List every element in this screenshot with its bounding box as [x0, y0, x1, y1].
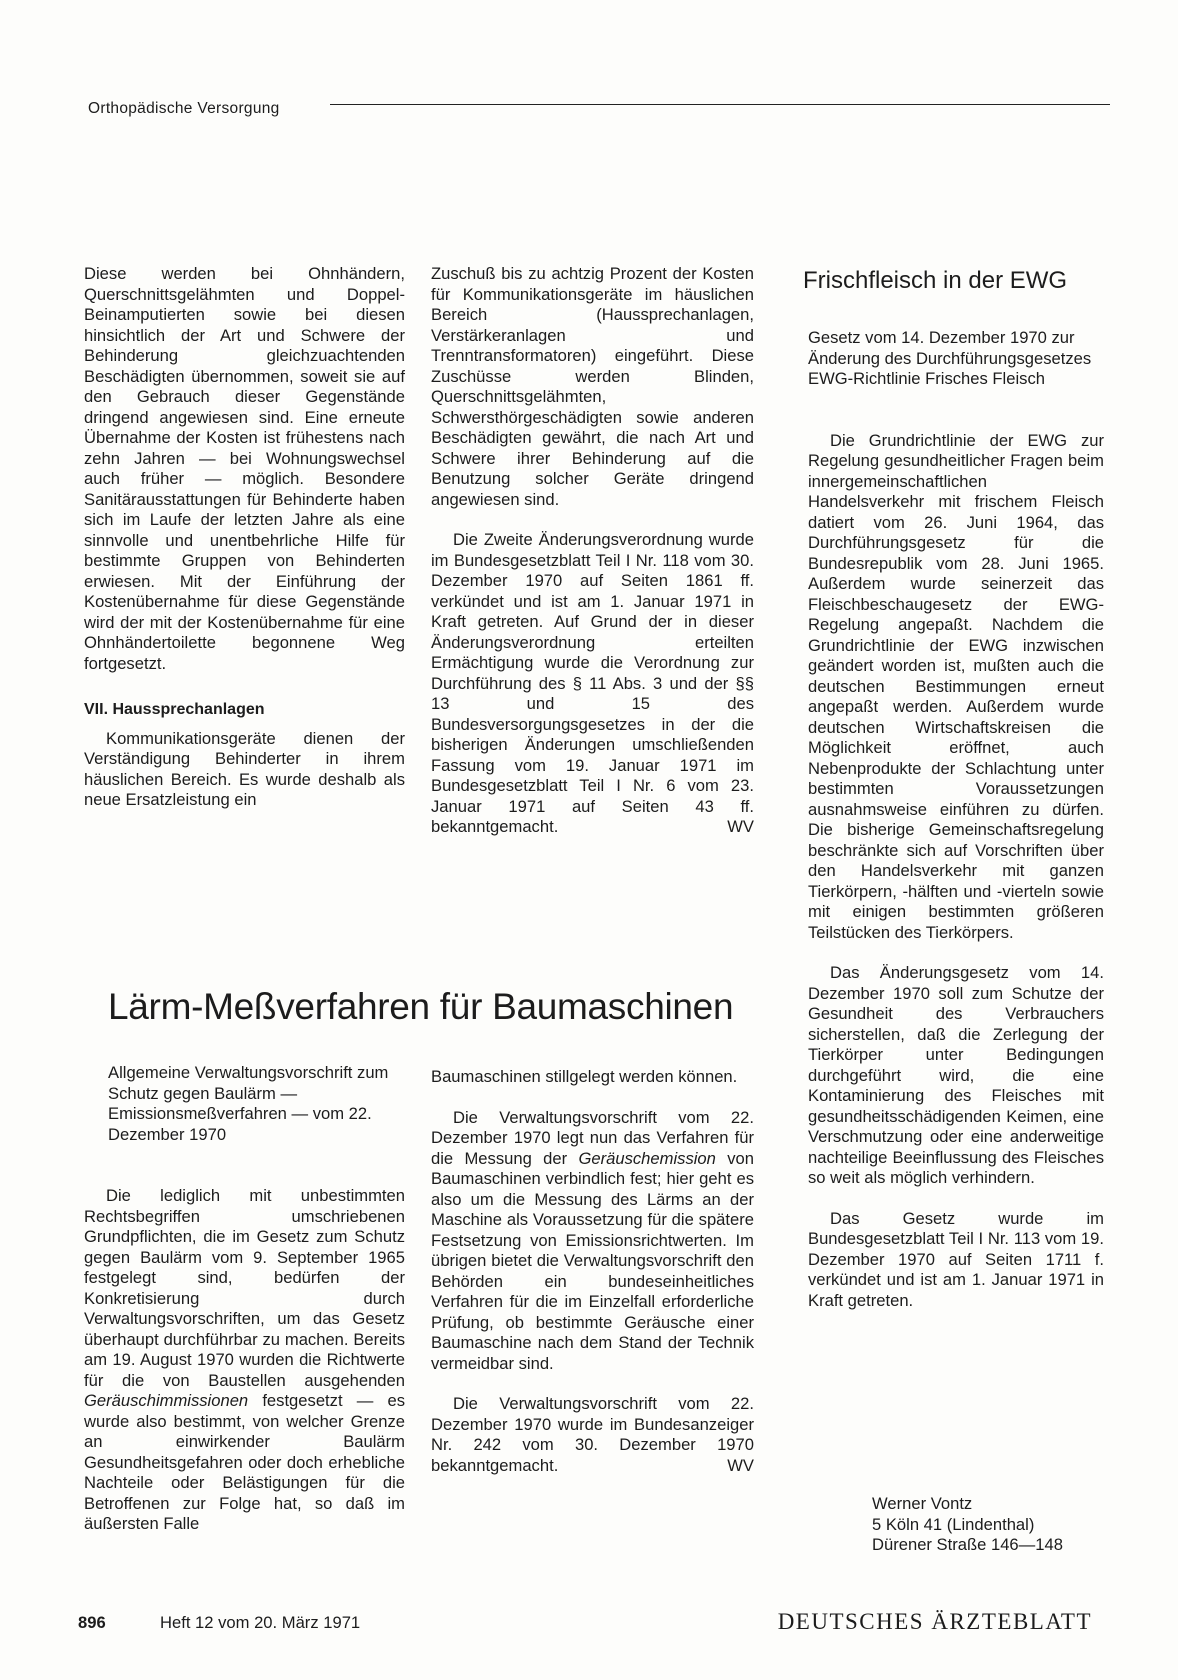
author-signature — [872, 1494, 1063, 1556]
main-article-title: Lärm-Meßverfahren für Baumaschinen — [108, 986, 734, 1027]
paragraph: Das Gesetz wurde im Bundesgesetzblatt Teil I Nr. 113 vom 19. Dezember 1970 auf Seiten 1711 f. verkündet und ist am 1. Januar 1971 in Kraft getreten. — [808, 1208, 1104, 1310]
italic-term: Geräuschimmissionen — [84, 1391, 249, 1410]
paragraph — [431, 1108, 754, 1375]
paragraph-text: Die Verwaltungsvorschrift vom 22. Dezember 1970 legt nun das Verfahren für die Messung der — [431, 1107, 754, 1168]
paragraph-text: Die Zweite Änderungsverordnung wurde im Bundesgesetzblatt Teil I Nr. 118 vom 30. Dezember 1970 auf Seiten 1861 ff. verkündet und ist am 1. Januar 1971 in Kraft getreten. Auf Grund der in dieser Änderungsverordnung erteilten Ermächtigung wurde die Verordnung zur Durchführung des § 11 Abs. 3 und der §§ 13 und 15 des Bundesversorgungsgesetzes in der die bisherigen Änderungen umschließenden Fassung vom 19. Januar 1971 im Bundesgesetzblatt Teil I Nr. 6 vom 23. Januar 1971 auf Seiten 43 ff. bekanntgemacht. — [431, 530, 754, 836]
side-article-title: Frischfleisch in der EWG — [803, 267, 1068, 294]
paragraph: Kommunikationsgeräte dienen der Verständigung Behinderter in ihrem häuslichen Bereich. Es wurde deshalb als neue Ersatzleistung ein — [84, 728, 405, 809]
paragraph: Diese werden bei Ohnhändern, Querschnittsgelähmten und Doppel-Beinamputierten sowie bei diesen hinsichtlich der Art und Schwere der Behinderung gleichzuachtenden Beschädigten übernommen, soweit sie auf den Gebrauch dieser Gegenstände dringend angewiesen sind. Eine erneute Übernahme der Kosten ist frühestens nach zehn Jahren — bei Wohnungswechsel auch früher — möglich. Besondere Sanitärausstattungen für Behinderte haben sich im Laufe der letzten Jahre als eine sinnvolle und unentbehrliche Hilfe für bestimmte Gruppen von Behinderten erwiesen. Mit der Einführung der Kostenübernahme für diese Gegenstände wird der mit der Kostenübernahme für eine Ohnhändertoilette begonnene Weg fortgesetzt. — [84, 264, 405, 673]
paragraph: Die Grundrichtlinie der EWG zur Regelung gesundheitlicher Fragen beim innergemeinschaftlichen Handelsverkehr mit frischem Fleisch datiert vom 26. Juni 1964, das Durchführungsgesetz für die Bundesrepublik vom 28. Juni 1965. Außerdem wurde seinerzeit das Fleischbeschaugesetz der EWG-Regelung angepaßt. Nachdem die Grundrichtlinie der EWG inzwischen geändert worden ist, mußten auch die deutschen Bestimmungen erneut angepaßt werden. Außerdem wurde deutschen Wirtschaftskreisen die Möglichkeit eröffnet, auch Nebenprodukte der Schlachtung unter bestimmten Voraussetzungen ausnahmsweise einführen zu dürfen. Die bisherige Gemeinschaftsregelung beschränkte sich auf Vorschriften über den Handelsverkehr mit ganzen Tierkörpern, -hälften und -vierteln sowie mit einigen bestimmten größeren Teilstücken des Tierkörpers. — [808, 430, 1104, 942]
paragraph — [431, 530, 754, 838]
column-1-top — [84, 264, 405, 811]
author-street: Dürener Straße 146—148 — [872, 1535, 1063, 1554]
paragraph — [84, 1186, 405, 1535]
paragraph: Das Änderungsgesetz vom 14. Dezember 1970 soll zum Schutze der Gesundheit des Verbrauchers sicherstellen, daß die Zerlegung der Tierkörper unter Bedingungen durchgeführt wird, die eine Kontaminierung des Fleisches mit gesundheitsschädigenden Keimen, eine Verschmutzung oder eine anderweitige nachteilige Beeinflussung des Fleisches so weit als möglich verhindern. — [808, 963, 1104, 1187]
author-initials: WV — [727, 817, 754, 836]
paragraph-text: von Baumaschinen verbindlich fest; hier geht es also um die Messung des Lärms an der Maschine als Voraussetzung für die spätere Festsetzung von Emissionsrichtwerten. Im übrigen bietet die Verwaltungsvorschrift den Behörden ein bundeseinheitliches Verfahren für die im Einzelfall erforderliche Prüfung, ob bestimmte Geräusche einer Baumaschine nach dem Stand der Technik vermeidbar sind. — [431, 1148, 754, 1373]
main-article-column-1 — [84, 1063, 405, 1535]
paragraph-text: Die Verwaltungsvorschrift vom 22. Dezember 1970 wurde im Bundesanzeiger Nr. 242 vom 30. Dezember 1970 bekanntgemacht. — [431, 1394, 754, 1475]
magazine-title: DEUTSCHES ÄRZTEBLATT — [777, 1609, 1092, 1634]
paragraph: Zuschuß bis zu achtzig Prozent der Kosten für Kommunikationsgeräte im häuslichen Bereich (Haussprechanlagen, Verstärkeranlagen und Trenntransformatoren) eingeführt. Diese Zuschüsse werden Blinden, Querschnittsgelähmten, Schwersthörgeschädigten sowie anderen Beschädigten gewährt, die nach Art und Schwere ihrer Behinderung auf die Benutzung solcher Geräte dringend angewiesen sind. — [431, 264, 754, 509]
section-header: Orthopädische Versorgung — [88, 100, 280, 117]
main-article-deck: Allgemeine Verwaltungsvorschrift zum Schutz gegen Baulärm — Emissionsmeßverfahren — vom 22. Dezember 1970 — [108, 1063, 389, 1144]
page-number: 896 — [78, 1613, 106, 1632]
paragraph: Baumaschinen stillgelegt werden können. — [431, 1067, 738, 1086]
column-3 — [808, 328, 1104, 1311]
author-name: Werner Vontz — [872, 1494, 973, 1513]
paragraph-text: festgesetzt — es wurde also bestimmt, von welcher Grenze an einwirkender Baulärm Gesundheitsgefahren oder doch erhebliche Nachteile oder Belästigungen für die Betroffenen zur Folge hat, so daß im äußersten Falle — [84, 1391, 405, 1533]
author-city: 5 Köln 41 (Lindenthal) — [872, 1514, 1035, 1534]
issue-info: Heft 12 vom 20. März 1971 — [160, 1613, 361, 1632]
side-article-deck: Gesetz vom 14. Dezember 1970 zur Änderung des Durchführungsgesetzes EWG-Richtlinie Frisches Fleisch — [808, 328, 1092, 388]
paragraph — [431, 1394, 754, 1476]
author-initials: WV — [727, 1455, 754, 1475]
header-rule — [330, 104, 1110, 105]
main-article-column-2 — [431, 1067, 754, 1476]
italic-term: Geräuschemission — [578, 1148, 716, 1168]
column-2-top — [431, 264, 754, 838]
subheading: VII. Haussprechanlagen — [84, 701, 265, 718]
paragraph-text: Die lediglich mit unbestimmten Rechtsbegriffen umschriebenen Grundpflichten, die im Gesetz zum Schutz gegen Baulärm vom 9. September 1965 festgelegt sind, bedürfen der Konkretisierung durch Verwaltungsvorschriften, um das Gesetz überhaupt durchführbar zu machen. Bereits am 19. August 1970 wurden die Richtwerte für die von Baustellen ausgehenden — [84, 1186, 405, 1390]
